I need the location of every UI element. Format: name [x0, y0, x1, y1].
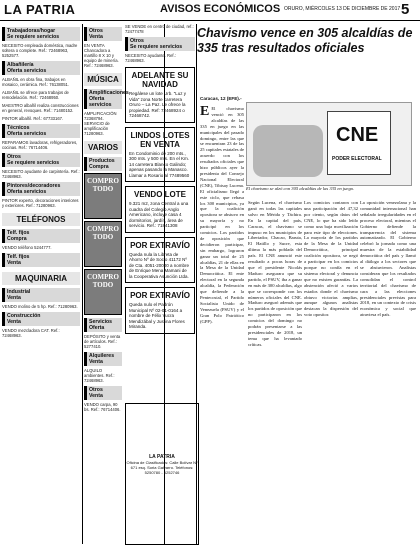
category-subtitle: Oferta servicios: [89, 96, 112, 108]
category-title: Otros: [7, 154, 21, 160]
section-heading: MAQUINARIA: [2, 272, 80, 285]
category-title: Otros: [89, 28, 103, 34]
display-ad-title: COMPRO TODO: [87, 273, 119, 289]
classified-category: [2, 288, 80, 302]
publisher-name: LA PATRIA: [149, 454, 175, 460]
section-title: AVISOS ECONÓMICOS: [160, 3, 281, 15]
display-ad: [84, 221, 122, 267]
category-subtitle: Se requiere servicios: [130, 44, 183, 50]
classified-ad: VENDO mezcladora CAT. Ref.: 72468963.: [2, 328, 60, 338]
section-heading: MÚSICA: [84, 73, 122, 86]
boxed-ad-text: 9.321 m2, zona Central a una cuadra del Colegio Anglo Americano, incluye casa 4 dormitorios, jardín, área de servicio. Ref.: 71841308: [129, 201, 189, 228]
category-title: Trabajadoras/hogar: [7, 28, 56, 34]
classified-ad: PINTOR albañil. Ref.: 67733167.: [2, 116, 64, 121]
article-dateline: Caracas, 12 (EFE).-: [200, 96, 242, 101]
category-subtitle: Se requiere servicios: [7, 160, 60, 166]
classified-category: [84, 27, 122, 41]
section-heading: VARIOS: [84, 141, 122, 154]
classified-ad: VENDO molino de 5 hp. Ref.: 71280963.: [2, 304, 78, 309]
page-number: 5: [401, 1, 410, 18]
boxed-ad-title: POR EXTRAVÍO: [130, 291, 190, 300]
classified-category: [2, 27, 80, 41]
classified-ad: AMPLIFICACIÓN 72368794. SERVICIO de amplificación 71280963.: [84, 111, 117, 136]
display-ad-title: COMPRO TODO: [87, 225, 119, 241]
classified-ad: ALQUILO ambientes. Ref.: 72468963.: [84, 368, 115, 383]
classifieds-column-1: [2, 24, 80, 544]
category-title: Telf. fijos: [7, 230, 30, 236]
boxed-ad-title: POR EXTRAVÍO: [130, 240, 190, 250]
classified-ad: ALBAÑIL en obra fina, trabajos en mosaico, cerámica. Ref.: 76138051.: [2, 77, 70, 87]
boxed-ad: [125, 67, 195, 123]
category-title: Construcción: [7, 313, 41, 319]
classified-ad: NECESITO ayudante de carpintería. Ref.: 72468963.: [2, 169, 80, 179]
classified-category: [84, 157, 122, 171]
category-subtitle: Oferta servicios: [7, 131, 47, 137]
classified-ad: PINTOR experto, decoraciones interiores y exteriores. Ref.: 71280963.: [2, 198, 79, 208]
classified-ad: VENDO carpa, 90 bs. Ref.: 76714406.: [84, 402, 121, 412]
classifieds-column-3: [125, 24, 195, 402]
category-subtitle: Oferta: [89, 325, 105, 331]
classified-category: [2, 124, 80, 138]
category-subtitle: Venta: [7, 260, 21, 266]
category-title: Productos: [89, 158, 115, 164]
classified-category: [84, 318, 122, 332]
classified-ad: EN VENTA Chancadora a martillo 8 X 10 y equipo de minería. Ref.: 72468963.: [84, 43, 119, 68]
classified-ad: ALBAÑIL se ofrece para trabajos de remodelación. Ref.: 72468950.: [2, 90, 69, 100]
boxed-ad: [125, 287, 195, 334]
display-ad: [84, 173, 122, 219]
article-text: El chavismo venció en 305 alcaldías de las 335 en juego en las municipales del pasado domingo, entre las que se encuentran 23 de las 25 capitales estatales de acuerdo con los resultados oficiales que hizo públicos ayer la presidenta del Consejo Nacional Electoral (CNE), Tibisay Lucena. El oficialismo llegó a este ciclo, que rebasa los 300 municipios, ya que la coalición opositora se abstuvo en su mayoría y no participó en los comicios. Los partidos de oposición que decidieron participar, sin embargo, lograron ganar un total de 25 alcaldías, 21 de ellas en la Mesa de la Unidad Democrática. El ente electoral en la segunda alcaldía, la Federación que defiende a la Pentecostal, el Partido Socialista Unido de Venezuela (PSUV) y el Gran Polo Patriótico (GPP).: [200, 106, 245, 324]
classified-category: [2, 153, 80, 167]
category-title: Telf. fijos: [7, 254, 30, 260]
masthead: [0, 0, 420, 21]
column-divider: [82, 24, 83, 544]
category-title: Otros: [89, 387, 103, 393]
classified-ad: VENDO teléfono 5244777.: [2, 245, 52, 250]
publisher-address: Oficina de Clasificados: Calle Bolívar Nº 671 esq. Soria Galvarro. Teléfonos: 5250780 - 5252746: [126, 460, 198, 475]
category-title: Técnicos: [7, 125, 30, 131]
category-subtitle: Venta: [89, 34, 103, 40]
classified-category: [2, 182, 80, 196]
category-title: Pintores/decoradores: [7, 183, 61, 189]
boxed-ad-title: ADELANTE SU NAVIDAD: [131, 71, 189, 89]
category-subtitle: Se requiere servicios: [7, 34, 60, 40]
boxed-ad: [125, 237, 195, 284]
article-column-d: La oposición venezolana y la comunidad internacional han señalado irregularidades en el proceso electoral, mientras el Gobierno defiende la transparencia del sistema automatizado. El Gobierno celebró la jornada como una muestra de la estabilidad democrática del país y llamó al diálogo a los sectores que se abstuvieron. Analistas consideran que los resultados consolidan el control territorial del chavismo de cara a las elecciones presidenciales previstas para 2018, en un contexto de crisis económica y social que atraviesa el país.: [360, 200, 416, 318]
boxed-ad-text: Queda nulo el Padrón Municipal Nº 02-01-0164 a nombre de Félix Yucra Mendizábal y Justina Flores Miranda.: [129, 302, 185, 329]
category-title: Alquileres: [89, 353, 115, 359]
classified-category: [84, 386, 122, 400]
classified-ad: SE VENDE en centro de ciudad, ref.: 72477478: [125, 24, 194, 34]
classified-category: [84, 89, 129, 109]
publisher-box: [125, 403, 199, 545]
boxed-ad: [125, 127, 195, 183]
classified-category: [84, 352, 122, 366]
category-subtitle: Venta: [7, 295, 21, 301]
category-title: Otros: [130, 38, 144, 44]
photo-cne-sub: PODER ELECTORAL: [332, 156, 382, 162]
category-title: Albañilería: [7, 62, 34, 68]
classified-ad: DEPÓSITO y venta de artículos. Ref.: 5277410.: [84, 334, 121, 349]
boxed-ad-title: VENDO LOTE: [133, 190, 186, 199]
boxed-ad-text: Regálese un lote Urb. “Luz y Vida” zona Norte carretera Oruro – La Paz. Le ofrece la propiedad. Ref: 72468924 o 72468742.: [129, 91, 187, 118]
category-subtitle: Compra: [89, 164, 109, 170]
classified-category: [2, 61, 80, 75]
boxed-ad: [125, 186, 195, 233]
display-ad-title: COMPRO TODO: [87, 177, 119, 193]
classified-category: [2, 229, 80, 243]
category-subtitle: Venta: [7, 319, 21, 325]
boxed-ad-text: Queda nula la Libreta de Ahorro Nº de Socio 41172 Nº de Cta. 4051-20000 a nombre de Enrique Mena Mamani de la Cooperativa Asunción Ltda.: [129, 251, 190, 279]
article-photo: [246, 102, 412, 186]
category-subtitle: Oferta servicios: [7, 68, 47, 74]
category-subtitle: Venta: [89, 359, 103, 365]
classified-ad: NECESITO ayudante. Ref.: 72468963.: [125, 53, 176, 63]
classifieds-column-2: [84, 24, 129, 544]
article-column-a: E El chavismo venció en 305 alcaldías de las 335 en juego en las municipales del pasado domingo, entre las que se encuentran 23 de las 25 capitales estatales de acuerdo con los resultados oficiales que hizo públicos ayer la presidenta del Consejo Nacional Electoral (CNE), Tibisay Lucena. El oficialismo llegó a este ciclo, que rebasa los 300 municipios, ya que la coalición opositora se abstuvo en su mayoría y no participó en los comicios. Los partidos de oposición que decidieron participar, sin embargo, lograron ganar un total de 25 alcaldías, 21 de ellas en la Mesa de la Unidad Democrática. El ente electoral en la segunda alcaldía, la Federación que defiende a la Pentecostal, el Partido Socialista Unido de Venezuela (PSUV) y el Gran Polo Patriótico (GPP).: [200, 104, 245, 324]
dateline: ORURO, MIÉRCOLES 13 DE DICIEMBRE DE 2017: [284, 6, 401, 12]
boxed-ad-title: LINDOS LOTES EN VENTA: [130, 130, 190, 149]
classified-category: [2, 253, 80, 267]
classified-ad: NECESITO empleada doméstica, madre soltera o complete. Ref.: 72468963, 5252577.: [2, 43, 78, 58]
category-title: Amplificaciones: [89, 90, 129, 96]
classified-category: [125, 37, 195, 51]
category-title: Industrial: [7, 289, 31, 295]
classified-ad: MAESTRO albañil realiza construcciones en general, revoques. Ref.: 71480152.: [2, 103, 79, 113]
category-title: Servicios: [89, 319, 113, 325]
classified-ad: REPARAMOS lavadoras, refrigeradores, cocinas. Ref.: 76714406.: [2, 140, 78, 150]
photo-caption: El chavismo se alzó con 305 alcaldías de las 335 en juego.: [246, 186, 355, 191]
category-subtitle: Compra: [7, 236, 27, 242]
photo-ballot-board: [327, 111, 391, 175]
article-column-b: Según Lucena, el chavismo ganó en todas las capitales salvo en Mérida y Táchira. En la capital del país, Caracas, el chavismo se impuso en los municipios de Libertador, Chacao, Baruta, El Hatillo y Sucre, esta última la más poblada del país. El CNE anunció este resultado a pocas horas de que el presidente Nicolás Maduro asegurara que su partido, el PSUV, iba a ganar en más de 300 alcaldías, algo que se corresponde con los números oficiales del CNE. Maduro aseguró además que los partidos de oposición que no participaron en los comicios del domingo no podrán presentarse a las presidenciales de 2018, un tema que ha levantado críticas.: [248, 200, 302, 347]
article-column-c: Los comicios contaron con una participación del 47,32 por ciento, según datos del CNE, lo que ha sido leído como una baja movilización para este tipo de elecciones. La mayoría de los partidos de la Mesa de la Unidad Democrática, principal coalición opositora, se negó a participar en los comicios porque no confía en el sistema electoral y denuncia que no existen garantías. La abstención afectó a varios estados donde el chavismo obtuvo victorias amplias, aunque algunos analistas destacan la dispersión del voto opositor.: [304, 200, 358, 318]
newspaper-logo: LA PATRIA: [4, 2, 76, 17]
category-subtitle: Venta: [89, 393, 103, 399]
section-heading: TELÉFONOS: [2, 213, 80, 226]
display-ad: [84, 269, 122, 315]
photo-hands: [253, 125, 323, 177]
category-subtitle: Oferta servicios: [7, 189, 47, 195]
photo-cne-logo: CNE: [336, 124, 379, 146]
classified-category: [2, 312, 80, 326]
boxed-ad-text: En Condominio de 200 mts., 300 mts. y 500 mts. En el Km. 14 carretera Blanco Galindo; apenas pasando la Manasco. Llamar a Rosario al 77489560: [129, 150, 190, 178]
article-headline: Chavismo vence en 305 alcaldías de 335 tras resultados oficiales: [197, 26, 413, 55]
